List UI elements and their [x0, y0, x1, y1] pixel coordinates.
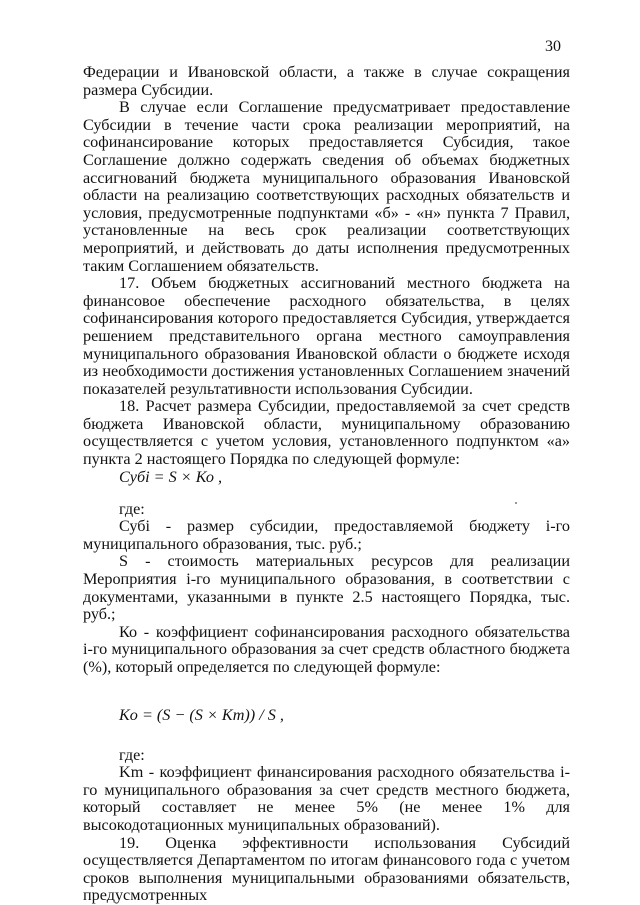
formula-ko: Ko = (S − (S × Km)) / S , — [119, 705, 284, 724]
paragraph-continuation: Федерации и Ивановской области, а также в случае сокращения размера Субсидии. — [83, 63, 570, 99]
definition-km: Km - коэффициент финансирования расходного обязательства i-го муниципального образования за счет средств местного бюджета, который составляет не менее 5% (не менее 1% для высокодотационных муниципальных образований). — [83, 763, 570, 834]
where-label-1: где: — [119, 499, 145, 518]
definition-ko: Ко - коэффициент софинансирования расходного обязательства i-го муниципального образования за счет средств областного бюджета (%), который определяется по следующей формуле: — [83, 622, 570, 676]
page-number: 30 — [545, 38, 561, 55]
formula-subsidy: Субi = S × Ко , — [119, 467, 223, 486]
definition-s: S - стоимость материальных ресурсов для реализации Мероприятия i-го муниципального образования, в соответствии с документами, указанными в пункте 2.5 настоящего Порядка, тыс. руб.; — [83, 552, 570, 624]
paragraph-18: 18. Расчет размера Субсидии, предоставляемой за счет средств бюджета Ивановской области, муниципальному образованию осуществляется с учетом условия, установленного подпунктом «а» пункта 2 настоящего Порядка по следующей формуле: — [83, 397, 570, 469]
paragraph-17: 17. Объем бюджетных ассигнований местного бюджета на финансовое обеспечение расходного обязательства, в целях софинансирования которого предоставляется Субсидия, утверждается решением представительного органа местного самоуправления муниципального образования Ивановской области о бюджете исходя из необходимости достижения установленных Соглашением значений показателей результативности использования Субсидии. — [83, 274, 570, 398]
body-text — [83, 64, 570, 905]
paragraph-19: 19. Оценка эффективности использования Субсидий осуществляется Департаментом по итогам финансового года с учетом сроков выполнения муниципальными образованиями обязательств, предусмотренных — [83, 833, 570, 905]
where-label-2: где: — [119, 745, 145, 764]
definition-sub-i: Субi - размер субсидии, предоставляемой бюджету i-го муниципального образования, тыс. руб.; — [83, 517, 570, 553]
paragraph-agreement-terms: В случае если Соглашение предусматривает предоставление Субсидии в течение части срока реализации мероприятий, на софинансирование которых предоставляется Субсидия, такое Соглашение должно содержать сведения об объемах бюджетных ассигнований бюджета муниципального образования Ивановской области на реализацию соответствующих расходных обязательств и условия, предусмотренные подпунктами «б» - «н» пункта 7 Правил, установленные на весь срок реализации соответствующих мероприятий, и действовать до даты исполнения предусмотренных таким Соглашением обязательств. — [83, 98, 570, 275]
